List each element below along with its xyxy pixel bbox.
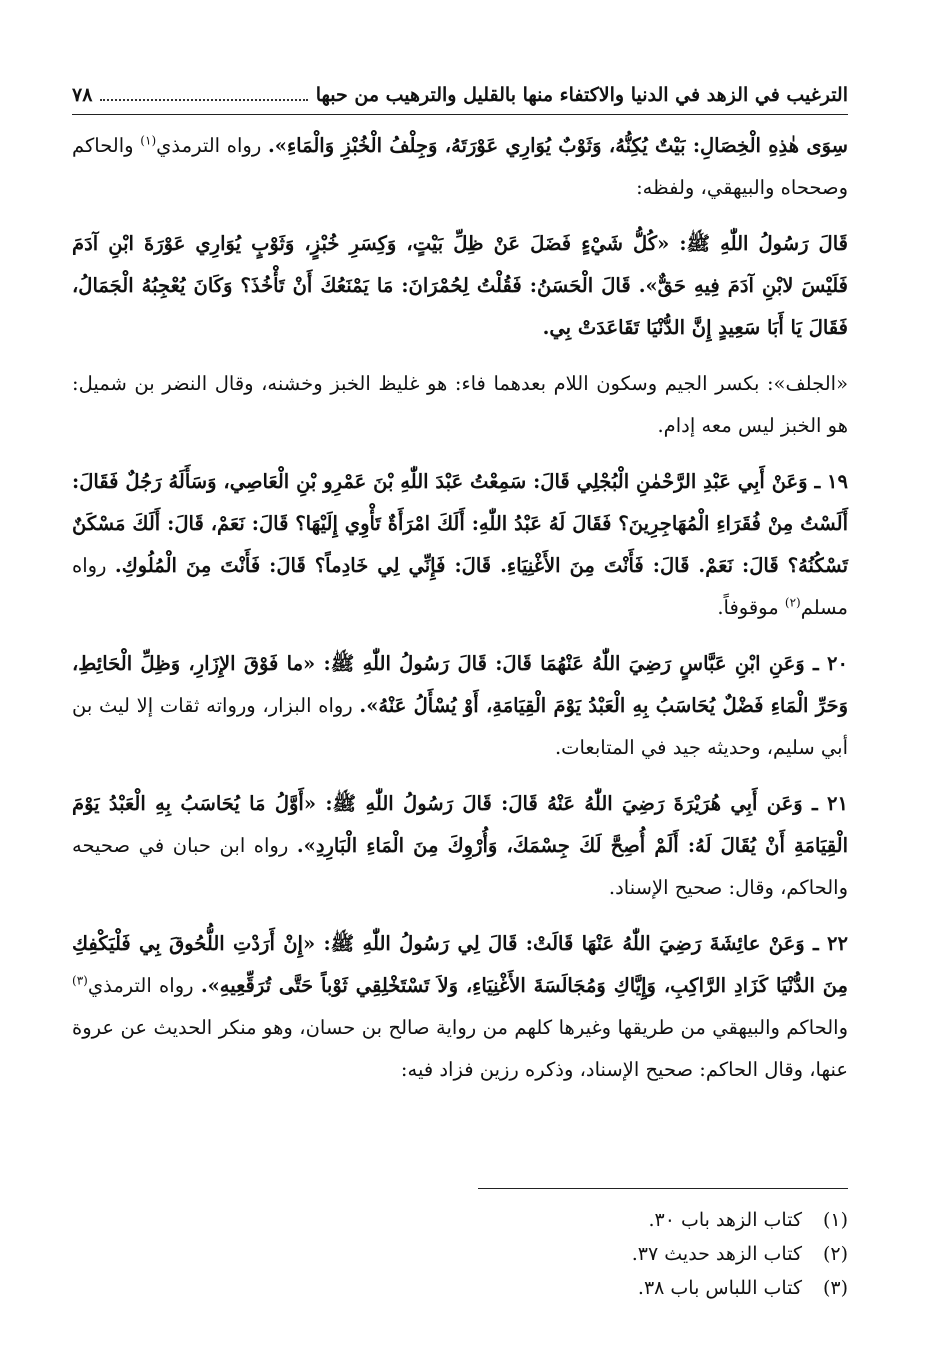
footnote-item [72, 1237, 848, 1271]
paragraph-hadith-22 [72, 923, 848, 1091]
footnote-ref[interactable]: (٢) [784, 595, 801, 610]
commentary-text: رواه مسلم [72, 554, 848, 619]
gloss-text: «الجلف»: بكسر الجيم وسكون اللام بعدهما فاء: هو غليظ الخبز وخشنه، وقال النضر بن شميل: هو الخبز ليس معه إدام. [72, 372, 848, 437]
footnote-text: كتاب الزهد باب ٣٠. [648, 1209, 802, 1231]
commentary-text: رواه الترمذي [156, 134, 268, 157]
paragraph-hadith-20 [72, 643, 848, 769]
paragraph-hadith-19 [72, 461, 848, 629]
footnote-number: (٢) [822, 1243, 848, 1265]
commentary-text: رواه ابن حبان في صحيحه والحاكم، وقال: صحيح الإسناد. [72, 834, 848, 899]
footnote-text: كتاب اللباس باب ٣٨. [637, 1277, 802, 1299]
footnotes-section [72, 1188, 848, 1305]
hadith-text: ١٩ ـ وَعَنْ أَبِي عَبْدِ الرَّحْمٰنِ الْبُجْلِي قَالَ: سَمِعْتُ عَبْدَ اللّٰهِ بْنَ عَمْرِو بْنِ الْعَاصِي، وَسَأَلَهُ رَجُلٌ فَقَالَ: أَلَسْتُ مِنْ فُقَرَاءِ الْمُهَاجِرِينَ؟ فَقَالَ لَهُ عَبْدُ اللّٰهِ: أَلَكَ امْرَأَةٌ تَأْوِي إِلَيْهَا؟ قَالَ: نَعَمْ، قَالَ: أَلَكَ مَسْكَنٌ تَسْكُنُهُ؟ قَالَ: نَعَمْ. قَالَ: فَأَنْتَ مِنَ الأَغْنِيَاءِ. قَالَ: فَإِنِّي لِي خَادِماً؟ قَالَ: فَأَنْتَ مِنَ الْمُلُوكِ. [72, 470, 848, 577]
commentary-text: رواه البزار، ورواته ثقات إلا ليث بن أبي سليم، وحديثه جيد في المتابعات. [72, 694, 848, 759]
footnote-ref[interactable]: (٣) [72, 973, 88, 988]
hadith-text: قَالَ رَسُولُ اللّٰهِ ﷺ: «كُلُّ شَيْءٍ فَضَلَ عَنْ ظِلِّ بَيْتٍ، وَكِسَرِ خُبْزٍ، وَثَوْبٍ يُوَارِي عَوْرَةَ ابْنِ آدَمَ فَلَيْسَ لابْنِ آدَمَ فِيهِ حَقٌّ». قَالَ الْحَسَنُ: فَقُلْتُ لِحُمْرَانَ: مَا يَمْنَعُكَ أَنْ تَأْخُذَ؟ وَكَانَ يُعْجِبُهُ الْجَمَالُ، فَقَالَ يَا أَبَا سَعِيدٍ إِنَّ الدُّنْيَا تَقَاعَدَتْ بِي. [72, 232, 848, 339]
commentary-text: رواه الترمذي [87, 974, 201, 997]
leader-dots [100, 99, 307, 101]
footnote-number: (٣) [822, 1277, 848, 1299]
commentary-text: والحاكم والبيهقي من طريقها وغيرها كلهم من رواية صالح بن حسان، وهو منكر الحديث عن عروة عنها، وقال الحاكم: صحيح الإسناد، وذكره رزين فزاد فيه: [72, 1016, 848, 1081]
footnote-number: (١) [822, 1209, 848, 1231]
paragraph-gloss [72, 363, 848, 447]
page-number: ٧٨ [72, 84, 93, 106]
paragraph-continuation [72, 125, 848, 209]
footnote-divider [478, 1188, 848, 1189]
commentary-text: موقوفاً. [717, 596, 785, 619]
footnote-text: كتاب الزهد حديث ٣٧. [631, 1243, 802, 1265]
hadith-text: ٢٢ ـ وَعَنْ عائِشَةَ رَضِيَ اللّٰهُ عَنْهَا قَالَتْ: قَالَ لِي رَسُولُ اللّٰهِ ﷺ: «إِنْ أَرَدْتِ اللُّحُوقَ بِي فَلْيَكْفِكِ مِنَ الدُّنْيَا كَزَادِ الرَّاكِبِ، وَإِيَّاكِ وَمُجَالَسَةَ الأَغْنِيَاءِ، وَلاَ تَسْتَخْلِقِي ثَوْباً حَتَّى تُرَقِّعِيهِ». [72, 932, 848, 997]
running-header [72, 82, 848, 115]
hadith-text: ٢٠ ـ وَعَنِ ابْنِ عَبَّاسٍ رَضِيَ اللّٰهُ عَنْهُمَا قَالَ: قَالَ رَسُولُ اللّٰهِ ﷺ: «ما فَوْقَ الإِزَارِ، وَظِلِّ الْحَائِطِ، وَحَرِّ الْمَاءِ فَضْلٌ يُحَاسَبُ بِهِ الْعَبْدُ يَوْمَ الْقِيَامَةِ، أَوْ يُسْأَلُ عَنْهُ». [72, 652, 848, 717]
paragraph-hadith-21 [72, 783, 848, 909]
footnote-item [72, 1203, 848, 1237]
footnote-ref[interactable]: (١) [140, 133, 157, 148]
footnote-item [72, 1271, 848, 1305]
hadith-text: ٢١ ـ وَعَن أَبِي هُرَيْرَةَ رَضِيَ اللّٰهُ عَنْهُ قَالَ: قَالَ رَسُولُ اللّٰهِ ﷺ: «أَوَّلُ مَا يُحَاسَبُ بِهِ الْعَبْدُ يَوْمَ الْقِيَامَةِ أَنْ يُقَالَ لَهُ: أَلَمْ أُصِحَّ لَكَ جِسْمَكَ، وَأُرْوِكَ مِنَ الْمَاءِ الْبَارِدِ». [72, 792, 849, 857]
paragraph-hadith-wording [72, 223, 848, 349]
footnote-rule-wrap [72, 1188, 848, 1203]
chapter-title: الترغيب في الزهد في الدنيا والاكتفاء منها بالقليل والترهيب من حبها [315, 84, 848, 106]
commentary-text: والحاكم وصححاه والبيهقي، ولفظه: [72, 134, 848, 199]
hadith-text: سِوَى هٰذِهِ الْخِصَالِ: بَيْتٌ يُكِنُّهُ، وَثَوْبٌ يُوَارِي عَوْرَتَهُ، وَجِلْفُ الْخُبْزِ وَالْمَاءِ». [268, 134, 849, 157]
